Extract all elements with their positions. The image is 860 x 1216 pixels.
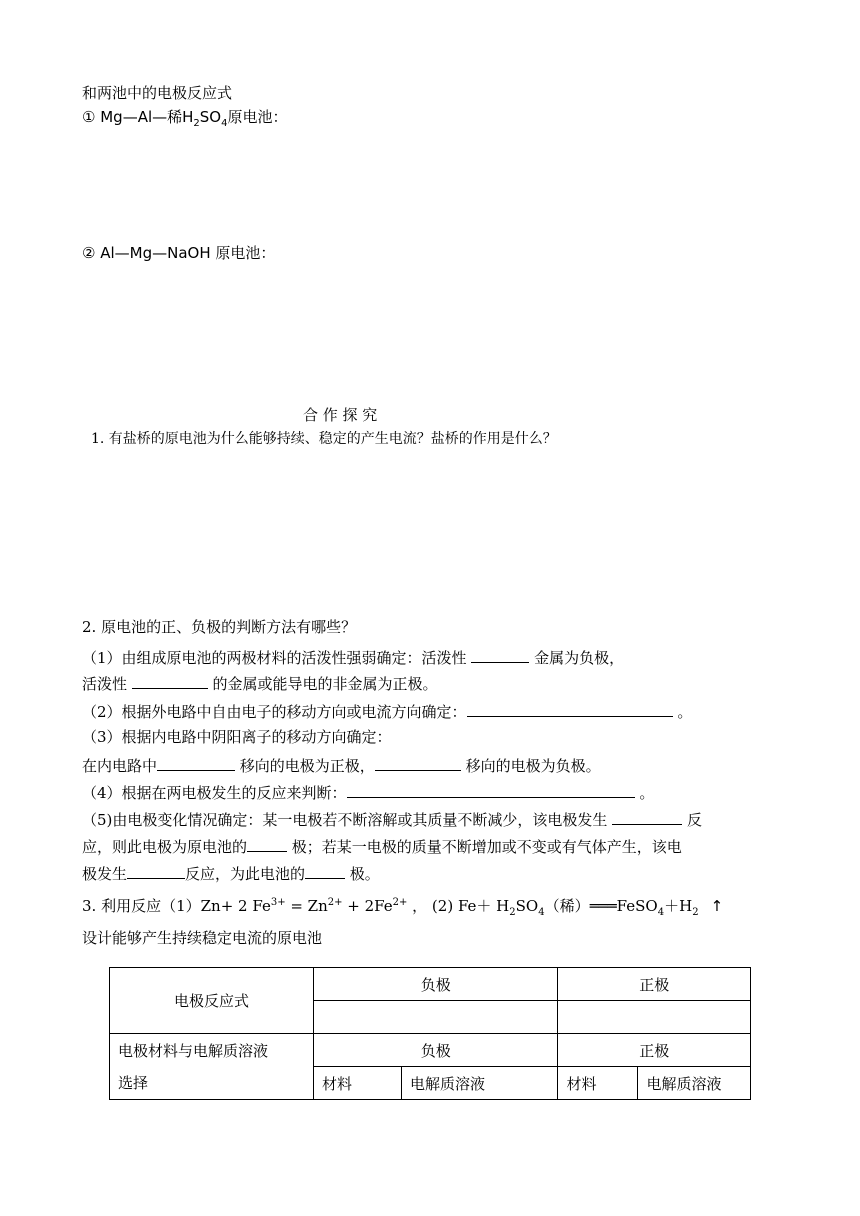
subheader-material: 材料 bbox=[314, 1067, 402, 1100]
q2-item-2 bbox=[82, 700, 692, 722]
text: （4）根据在两电极发生的反应来判断： bbox=[82, 784, 347, 802]
subscript: 4 bbox=[657, 907, 665, 918]
item-text: SO bbox=[199, 108, 222, 126]
text: 移向的电极为负极。 bbox=[460, 757, 601, 775]
q2-item-5-line-3 bbox=[82, 862, 380, 884]
answer-blank[interactable] bbox=[157, 754, 235, 771]
text: SO bbox=[515, 897, 539, 915]
text: 。 bbox=[672, 703, 693, 721]
subheader-electrolyte: 电解质溶液 bbox=[638, 1067, 751, 1100]
item-text: 原电池： bbox=[227, 108, 288, 126]
q2-item-5-line-1 bbox=[82, 808, 702, 830]
q2-item-4 bbox=[82, 781, 654, 803]
text: 反应，为此电池的 bbox=[185, 865, 306, 883]
header-positive: 正极 bbox=[558, 968, 751, 1001]
superscript: 3+ bbox=[270, 897, 286, 908]
subscript: 2 bbox=[509, 907, 516, 918]
header-positive: 正极 bbox=[558, 1034, 751, 1067]
text: 在内电路中 bbox=[82, 757, 158, 775]
text: = Zn bbox=[285, 897, 328, 915]
q2-item-1-line-1 bbox=[82, 646, 624, 668]
header-negative: 负极 bbox=[314, 968, 558, 1001]
header-negative: 负极 bbox=[314, 1034, 558, 1067]
text: （5)由电极变化情况确定：某一电极若不断溶解或其质量不断减少，该电极发生 bbox=[82, 811, 613, 829]
text: 金属为负极， bbox=[529, 649, 625, 667]
answer-blank[interactable] bbox=[467, 700, 673, 717]
q2-item-3: （3）根据内电路中阴阳离子的移动方向确定： bbox=[82, 728, 392, 746]
text: ＋H bbox=[664, 897, 693, 915]
answer-blank[interactable] bbox=[375, 754, 461, 771]
text: （2）根据外电路中自由电子的移动方向或电流方向确定： bbox=[82, 703, 467, 721]
q2-item-1-line-2 bbox=[82, 672, 438, 694]
text: + 2Fe bbox=[342, 897, 393, 915]
subheader-electrolyte: 电解质溶液 bbox=[402, 1067, 558, 1100]
question-2-title: 2. 原电池的正、负极的判断方法有哪些？ bbox=[82, 618, 357, 636]
subheader-material: 材料 bbox=[558, 1067, 638, 1100]
question-3-task: 设计能够产生持续稳定电流的原电池 bbox=[82, 929, 323, 947]
text: 。 bbox=[634, 784, 655, 802]
subscript: 4 bbox=[538, 907, 545, 918]
gas-arrow-icon: ↑ bbox=[710, 897, 724, 915]
answer-blank[interactable] bbox=[612, 808, 682, 825]
text: 极；若某一电极的质量不断增加或不变或有气体产生，该电 bbox=[287, 838, 682, 856]
text: （1）由组成原电池的两极材料的活泼性强弱确定：活泼性 bbox=[82, 649, 472, 667]
text: 极发生 bbox=[82, 865, 128, 883]
text: （稀）═══FeSO bbox=[544, 897, 658, 915]
intro-item-1 bbox=[82, 107, 288, 134]
text: ， (2) Fe＋ H bbox=[407, 897, 510, 915]
answer-blank[interactable] bbox=[132, 672, 208, 689]
text: 活泼性 bbox=[82, 675, 132, 693]
intro-heading: 和两池中的电极反应式 bbox=[82, 84, 233, 102]
row-label-materials: 电极材料与电解质溶液 bbox=[110, 1034, 314, 1067]
item-text: Mg—Al—稀H bbox=[100, 108, 194, 126]
answer-blank[interactable] bbox=[127, 862, 185, 879]
electrode-table bbox=[109, 967, 751, 1100]
item-marker: ① bbox=[82, 108, 96, 126]
intro-item-2 bbox=[82, 243, 275, 263]
cell-negative-reaction[interactable] bbox=[314, 1001, 558, 1034]
superscript: 2+ bbox=[327, 897, 343, 908]
text: 的金属或能导电的非金属为正极。 bbox=[207, 675, 438, 693]
text: 应，则此电极为原电池的 bbox=[82, 838, 248, 856]
answer-blank[interactable] bbox=[347, 781, 635, 798]
subscript: 2 bbox=[193, 118, 200, 129]
text: 反 bbox=[682, 811, 702, 829]
superscript: 2+ bbox=[392, 897, 408, 908]
item-marker: ② bbox=[82, 244, 96, 262]
answer-blank[interactable] bbox=[305, 862, 345, 879]
answer-blank[interactable] bbox=[247, 835, 287, 852]
text: 极。 bbox=[345, 865, 380, 883]
section-title: 合 作 探 究 bbox=[303, 406, 378, 424]
subscript: 4 bbox=[221, 118, 228, 129]
subscript: 2 bbox=[692, 907, 699, 918]
q2-item-5-line-2 bbox=[82, 835, 682, 857]
cell-positive-reaction[interactable] bbox=[558, 1001, 751, 1034]
answer-blank[interactable] bbox=[471, 646, 529, 663]
text: 3. 利用反应（1）Zn+ 2 Fe bbox=[82, 897, 271, 915]
row-label-materials-cont: 选择 bbox=[110, 1067, 314, 1100]
question-3-equation bbox=[82, 893, 723, 923]
question-1: 1. 有盐桥的原电池为什么能够持续、稳定的产生电流？盐桥的作用是什么？ bbox=[91, 431, 557, 447]
text: 移向的电极为正极， bbox=[235, 757, 375, 775]
q2-item-3-detail bbox=[82, 754, 601, 776]
item-text: Al—Mg—NaOH 原电池： bbox=[100, 244, 276, 262]
row-label-electrode-reaction: 电极反应式 bbox=[110, 968, 314, 1034]
